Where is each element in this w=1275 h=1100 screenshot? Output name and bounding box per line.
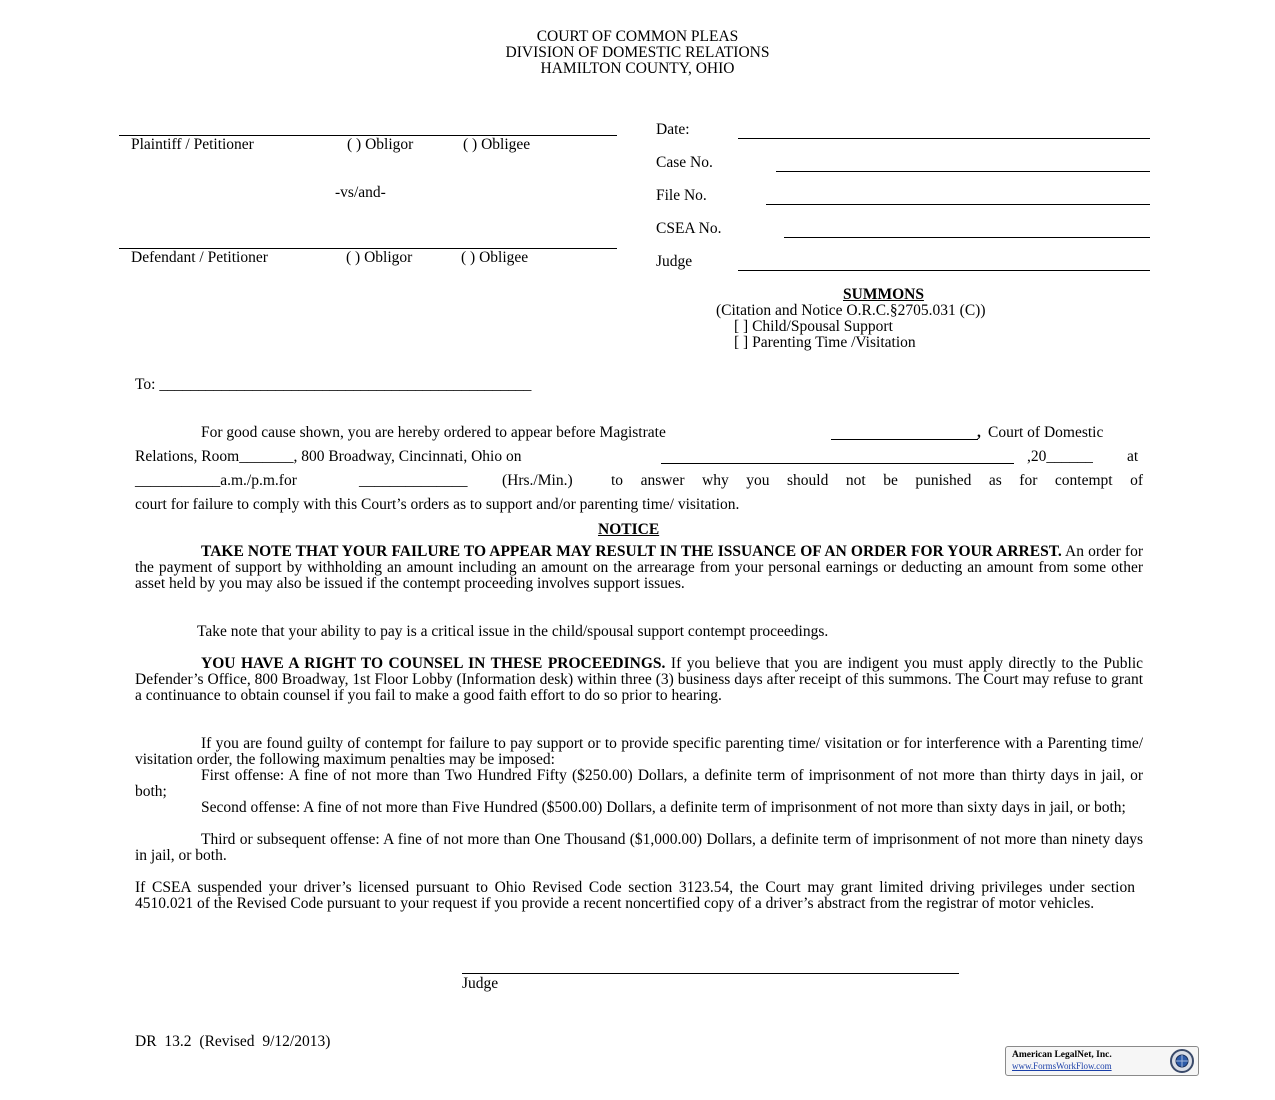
magistrate-field[interactable] — [831, 439, 978, 440]
notice-paragraph-counsel — [135, 656, 1143, 704]
hearing-duration-field[interactable]: ______________ — [359, 472, 468, 489]
file-no-label: File No. — [656, 187, 707, 204]
form-id: DR 13.2 (Revised 9/12/2013) — [135, 1033, 331, 1050]
order-line2-text: Relations, Room_______, 800 Broadway, Cincinnati, Ohio on — [135, 448, 522, 465]
order-line3-units: (Hrs./Min.) — [502, 472, 573, 489]
penalty-first-offense: First offense: A fine of not more than Two Hundred Fifty ($250.00) Dollars, a definite term of imprisonment of not more than thirty days in jail, or both; — [135, 767, 1143, 800]
order-line1-court: Court of Domestic — [988, 424, 1104, 441]
date-field[interactable] — [738, 138, 1150, 139]
plaintiff-obligor-option[interactable]: ( ) Obligor — [347, 136, 414, 153]
plaintiff-obligee-option[interactable]: ( ) Obligee — [463, 136, 531, 153]
notice-paragraph-driving: If CSEA suspended your driver’s licensed pursuant to Ohio Revised Code section 3123.54, the Court may grant limited driving privileges under section 4510.021 of the Revised Code pursuant to your request if you provide a recent noncertified copy of a driver’s abstract from the registrar of motor vehicles. — [135, 879, 1135, 912]
publisher-name: American LegalNet, Inc. — [1012, 1050, 1112, 1060]
summons-citation: (Citation and Notice O.R.C.§2705.031 (C)) — [716, 302, 986, 319]
penalty-third-offense: Third or subsequent offense: A fine of not more than One Thousand ($1,000.00) Dollars, a definite term of imprisonment of not more than ninety days in jail, or both. — [135, 831, 1143, 864]
csea-no-label: CSEA No. — [656, 220, 722, 237]
court-name: COURT OF COMMON PLEAS — [536, 28, 739, 45]
publisher-logo[interactable] — [1005, 1046, 1199, 1076]
judge-signature-label: Judge — [462, 975, 499, 992]
order-line4-text: court for failure to comply with this Court’s orders as to support and/or parenting time/ visitation. — [135, 496, 740, 513]
hearing-date-field[interactable] — [661, 463, 1014, 464]
judge-label: Judge — [656, 253, 693, 270]
order-line2-at: at — [1127, 448, 1139, 465]
court-division: DIVISION OF DOMESTIC RELATIONS — [505, 44, 770, 61]
parenting-time-checkbox[interactable]: [ ] Parenting Time /Visitation — [734, 334, 916, 351]
judge-field[interactable] — [738, 270, 1150, 271]
hearing-time-field[interactable]: ___________a.m./p.m.for — [135, 472, 297, 489]
child-spousal-support-checkbox[interactable]: [ ] Child/Spousal Support — [734, 318, 893, 335]
order-line1-comma: , — [977, 424, 981, 441]
arrest-warning-detail: An order for the payment of support by withholding an amount including an amount on the arrearage from your personal earnings or deducting an amount from some other asset held by you may also be issued if the contempt proceeding involves support issues. — [135, 543, 1143, 592]
csea-no-field[interactable] — [784, 237, 1150, 238]
plaintiff-label: Plaintiff / Petitioner — [131, 136, 254, 153]
case-no-field[interactable] — [776, 171, 1150, 172]
versus-label: -vs/and- — [335, 184, 386, 201]
notice-paragraph-ability: Take note that your ability to pay is a critical issue in the child/spousal support contempt proceedings. — [197, 623, 829, 640]
counsel-right: YOU HAVE A RIGHT TO COUNSEL IN THESE PROCEEDINGS. — [201, 655, 666, 672]
file-no-field[interactable] — [766, 204, 1150, 205]
defendant-label: Defendant / Petitioner — [131, 249, 268, 266]
publisher-url[interactable]: www.FormsWorkFlow.com — [1012, 1061, 1112, 1071]
court-county: HAMILTON COUNTY, OHIO — [540, 60, 735, 77]
date-label: Date: — [656, 121, 690, 138]
counsel-detail: If you believe that you are indigent you must apply directly to the Public Defender’s Office, 800 Broadway, 1st Floor Lobby (Information desk) within three (3) business days after receipt of this summons. The Court may refuse to grant a continuance to obtain counsel if you fail to make a good faith effort to do so prior to hearing. — [135, 655, 1144, 704]
case-no-label: Case No. — [656, 154, 713, 171]
penalty-second-offense: Second offense: A fine of not more than Five Hundred ($500.00) Dollars, a definite term of imprisonment of not more than sixty days in jail, or both; — [201, 799, 1126, 816]
notice-paragraph-penalties: If you are found guilty of contempt for failure to pay support or to provide specific parenting time/ visitation or for interference with a Parenting time/ visitation order, the following maximum penalties may be imposed: — [135, 735, 1143, 768]
order-line2-year: ,20______ — [1027, 448, 1093, 465]
globe-icon — [1169, 1048, 1195, 1074]
judge-signature-line[interactable] — [462, 973, 959, 974]
notice-paragraph-arrest — [135, 544, 1143, 592]
summons-title: SUMMONS — [843, 286, 924, 303]
order-line3-text: to answer why you should not be punished as for contempt of — [611, 472, 1143, 489]
defendant-obligor-option[interactable]: ( ) Obligor — [346, 249, 413, 266]
defendant-obligee-option[interactable]: ( ) Obligee — [461, 249, 529, 266]
arrest-warning: TAKE NOTE THAT YOUR FAILURE TO APPEAR MAY RESULT IN THE ISSUANCE OF AN ORDER FOR YOUR ARREST. — [201, 543, 1062, 560]
to-field[interactable]: To: ________________________________________________ — [135, 376, 532, 393]
order-line1-text: For good cause shown, you are hereby ordered to appear before Magistrate — [201, 424, 666, 441]
notice-title: NOTICE — [598, 521, 660, 538]
